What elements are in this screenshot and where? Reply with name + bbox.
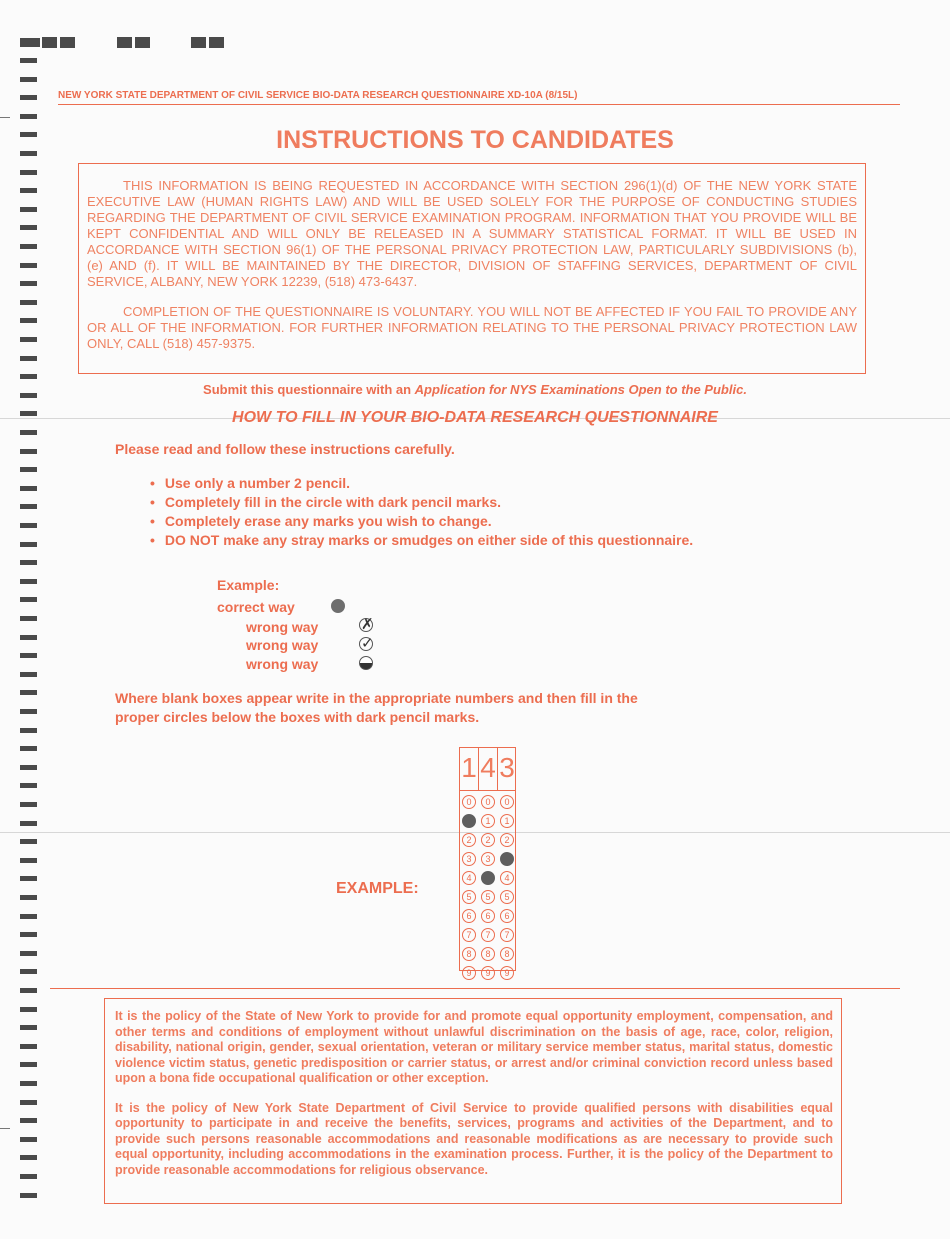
timing-mark [20,988,37,993]
answer-bubble[interactable]: 0 [462,795,476,809]
timing-mark [20,969,37,974]
accommodations-paragraph: It is the policy of New York State Department of Civil Service to provide qualified persons with disabilities equal opportunity to participate in and receive the benefits, services, programs and activities of the Department, and to provide such persons reasonable accommodations and reasonable modifications as are necessary to provide such equal opportunity, including accommodations in the examination process. Further, it is the policy of the Department to provide reasonable accommodations for religious observance. [115,1100,833,1177]
correct-mark-icon [331,599,345,613]
timing-mark [20,802,37,807]
timing-mark [20,616,37,621]
timing-mark [20,1100,37,1105]
timing-mark [20,542,37,547]
timing-mark [20,225,37,230]
timing-mark [20,821,37,826]
list-item: • Completely erase any marks you wish to change. [150,512,693,531]
answer-bubble[interactable]: 3 [462,852,476,866]
section-divider [50,988,900,989]
wrong-way-label: wrong way [246,619,319,635]
timing-mark [20,449,37,454]
equal-opportunity-policy-box [104,998,842,1204]
answer-bubble[interactable]: 6 [462,909,476,923]
timing-mark [20,765,37,770]
timing-mark [20,318,37,323]
timing-mark [42,37,57,48]
timing-mark [20,504,37,509]
timing-mark [20,728,37,733]
answer-bubble[interactable]: 1 [500,814,514,828]
answer-bubble[interactable]: 7 [500,928,514,942]
list-item: • Completely fill in the circle with dark pencil marks. [150,493,693,512]
answer-bubble[interactable]: 8 [500,947,514,961]
timing-mark [20,95,37,100]
timing-mark [20,560,37,565]
answer-bubble[interactable]: 9 [462,966,476,980]
timing-mark [20,895,37,900]
digit-box: 3 [499,752,515,783]
timing-mark [20,374,37,379]
bubble-grid-example [459,747,516,978]
answer-bubble[interactable]: 4 [462,871,476,885]
timing-mark [20,839,37,844]
instruction-list [150,474,693,550]
voluntary-notice-paragraph: COMPLETION OF THE QUESTIONNAIRE IS VOLUNTARY. YOU WILL NOT BE AFFECTED IF YOU FAIL TO PROVIDE ANY OR ALL OF THE INFORMATION. FOR FURTHER INFORMATION RELATING TO THE PERSONAL PRIVACY PROTECTION LAW ONLY, CALL (518) 457-9375. [87,304,857,351]
answer-bubble[interactable]: 2 [481,833,495,847]
timing-mark [20,58,37,63]
timing-mark [209,37,224,48]
timing-mark [20,1062,37,1067]
privacy-notice-paragraph: THIS INFORMATION IS BEING REQUESTED IN ACCORDANCE WITH SECTION 296(1)(d) OF THE NEW YORK STATE EXECUTIVE LAW (HUMAN RIGHTS LAW) AND WILL BE USED SOLELY FOR THE PURPOSE OF CONDUCTING STUDIES REGARDING THE DEPARTMENT OF CIVIL SERVICE EXAMINATION PROGRAM. INFORMATION THAT YOU PROVIDE WILL BE KEPT CONFIDENTIAL AND WILL ONLY BE RELEASED IN A SUMMARY STATISTICAL FORMAT. IT WILL BE USED IN ACCORDANCE WITH SECTION 96(1) OF THE PERSONAL PRIVACY PROTECTION LAW, PARTICULARLY SUBDIVISIONS (b), (e) AND (f). IT WILL BE MAINTAINED BY THE DIRECTOR, DIVISION OF STAFFING SERVICES, DEPARTMENT OF CIVIL SERVICE, ALBANY, NEW YORK 12239, (518) 473-6437. [87,178,857,289]
timing-mark [20,876,37,881]
edge-tick [0,117,10,118]
timing-mark [20,281,37,286]
timing-mark [20,1081,37,1086]
timing-mark [20,1155,37,1160]
list-item: • Use only a number 2 pencil. [150,474,693,493]
timing-mark [20,914,37,919]
timing-mark [117,37,132,48]
wrong-way-label: wrong way [246,656,319,672]
x-mark-icon: ✗ [361,616,374,633]
timing-mark [20,467,37,472]
timing-mark [20,1044,37,1049]
timing-mark [20,207,37,212]
howto-heading: HOW TO FILL IN YOUR BIO-DATA RESEARCH QUESTIONNAIRE [232,409,718,426]
answer-bubble[interactable] [500,852,514,866]
form-header: NEW YORK STATE DEPARTMENT OF CIVIL SERVICE BIO-DATA RESEARCH QUESTIONNAIRE XD-10A (8/15L) [58,90,900,105]
timing-mark [20,690,37,695]
timing-mark [20,709,37,714]
timing-mark [20,1118,37,1123]
answer-bubble[interactable]: 7 [481,928,495,942]
timing-mark [20,635,37,640]
timing-mark [135,37,150,48]
correct-way-label: correct way [217,599,295,615]
timing-mark [20,337,37,342]
answer-bubble[interactable]: 4 [500,871,514,885]
timing-mark [20,858,37,863]
timing-mark [20,932,37,937]
timing-mark [20,672,37,677]
timing-mark [20,746,37,751]
digit-box: 4 [480,752,496,783]
digit-box: 1 [461,752,477,783]
please-read-text: Please read and follow these instructions carefully. [115,441,455,457]
timing-mark [20,1137,37,1142]
answer-bubble[interactable]: 3 [481,852,495,866]
equal-opportunity-paragraph: It is the policy of the State of New York to provide for and promote equal opportunity employment, compensation, and other terms and conditions of employment without unlawful discrimination on the basis of age, race, color, religion, disability, national origin, gender, sexual orientation, veteran or military service member status, marital status, domestic violence victim status, genetic predisposition or carrier status, or arrest and/or criminal conviction record unless based upon a bona fide occupational qualification or other exception. [115,1009,833,1085]
timing-mark [20,579,37,584]
timing-mark [20,653,37,658]
answer-bubble[interactable]: 5 [500,890,514,904]
answer-bubble[interactable]: 8 [462,947,476,961]
timing-mark [20,597,37,602]
answer-bubble[interactable]: 9 [500,966,514,980]
timing-mark [20,783,37,788]
timing-mark [20,356,37,361]
page-title: INSTRUCTIONS TO CANDIDATES [276,126,674,154]
timing-mark [20,523,37,528]
answer-bubble[interactable]: 9 [481,966,495,980]
timing-mark [20,170,37,175]
answer-bubble[interactable] [481,871,495,885]
application-title: Application for NYS Examinations Open to the Public. [414,382,747,397]
timing-mark [20,300,37,305]
timing-mark [20,114,37,119]
edge-tick [0,1128,10,1129]
timing-mark [20,486,37,491]
answer-bubble[interactable]: 2 [462,833,476,847]
left-timing-marks [20,58,38,1208]
grid-example-label: EXAMPLE: [336,880,419,897]
submit-prefix: Submit this questionnaire with an [203,382,415,397]
timing-mark [20,1193,37,1198]
timing-mark [20,77,37,82]
blank-boxes-instruction: Where blank boxes appear write in the appropriate numbers and then fill in the proper circles below the boxes with dark pencil marks. [115,690,638,725]
answer-bubble[interactable]: 0 [481,795,495,809]
timing-mark [20,1174,37,1179]
answer-bubble[interactable]: 6 [481,909,495,923]
timing-mark [20,430,37,435]
half-filled-mark-icon [359,656,373,670]
timing-mark [20,263,37,268]
timing-mark [20,38,40,47]
answer-bubble[interactable]: 6 [500,909,514,923]
timing-mark [20,1007,37,1012]
answer-bubble[interactable]: 8 [481,947,495,961]
privacy-notice-box [78,163,866,374]
timing-mark [191,37,206,48]
answer-bubble[interactable]: 5 [462,890,476,904]
timing-mark [20,188,37,193]
answer-bubble[interactable]: 1 [481,814,495,828]
answer-bubble[interactable]: 7 [462,928,476,942]
check-mark-icon: ✓ [361,635,374,652]
timing-mark [20,951,37,956]
timing-mark [60,37,75,48]
list-item: • DO NOT make any stray marks or smudges on either side of this questionnaire. [150,531,693,550]
wrong-way-label: wrong way [246,637,319,653]
submit-instruction [0,382,950,397]
answer-bubble[interactable] [462,814,476,828]
example-label: Example: [217,577,280,593]
answer-bubble[interactable]: 2 [500,833,514,847]
timing-mark [20,244,37,249]
answer-bubble[interactable]: 0 [500,795,514,809]
answer-bubble[interactable]: 5 [481,890,495,904]
timing-mark [20,1025,37,1030]
